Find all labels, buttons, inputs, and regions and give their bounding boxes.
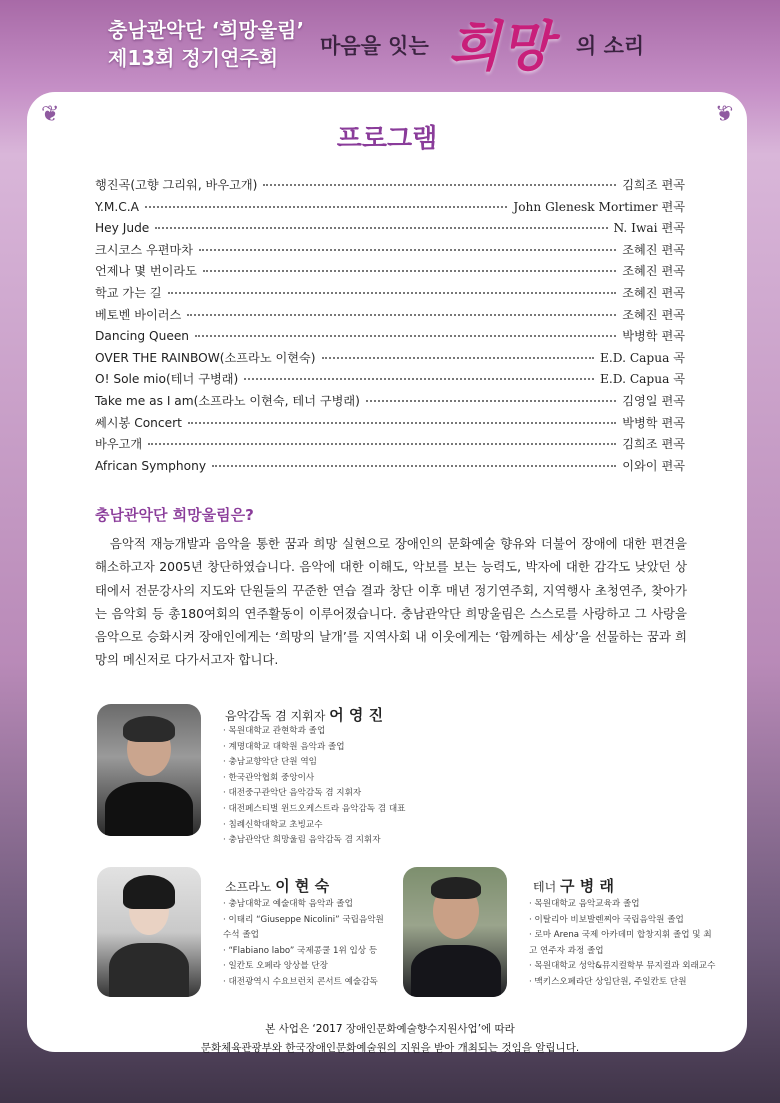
program-item-title: African Symphony (95, 458, 207, 473)
leader-dots (145, 206, 507, 208)
content-panel (27, 92, 747, 1052)
program-item-title: 학교 가는 길 (95, 285, 162, 300)
program-item (95, 349, 685, 371)
program-item-title: Take me as I am(소프라노 이현숙, 테너 구병래) (95, 393, 360, 408)
leader-dots (366, 400, 616, 402)
bio-item: · 충남관악단 희망울림 음악감독 겸 지휘자 (223, 833, 405, 849)
program-item-title: 행진곡(고향 그리워, 바우고개) (95, 178, 258, 192)
program-item-title: 베토벤 바이러스 (95, 307, 182, 322)
program-item-arranger: 김영일 편곡 (622, 393, 685, 408)
program-item-arranger: N. Iwai 편곡 (613, 221, 685, 236)
program-item-arranger: 조혜진 편곡 (622, 285, 685, 300)
bio-item: · 대전페스티벌 윈드오케스트라 음악감독 겸 대표 (223, 802, 405, 818)
tagline-highlight: 희망 (448, 14, 553, 78)
footer-line-2: 문화체육관광부와 한국장애인문화예술원의 지원을 받아 개최되는 것임을 알립니다. (200, 1042, 580, 1054)
program-item-arranger: John Glenesk Mortimer 편곡 (513, 199, 685, 214)
program-item (95, 306, 685, 328)
program-item-title: O! Sole mio(테너 구병래) (95, 372, 239, 387)
soprano-name: 소프라노 이 현 숙 (225, 877, 330, 895)
program-item (95, 284, 685, 306)
program-item-title: 바우고개 (95, 437, 143, 452)
program-item-title: Y.M.C.A (95, 199, 139, 214)
leader-dots (148, 443, 616, 445)
leader-dots (263, 184, 616, 186)
program-item (95, 392, 685, 414)
tenor-name: 테너 구 병 래 (533, 877, 614, 895)
program-item-title: Dancing Queen (95, 329, 190, 344)
bio-item: · 침례신학대학교 초빙교수 (223, 818, 405, 834)
program-item-arranger: 조혜진 편곡 (622, 264, 685, 279)
program-item-arranger: E.D. Capua 곡 (599, 372, 685, 387)
soprano-photo (97, 867, 201, 997)
bio-item: · 한국관악협회 중앙이사 (223, 771, 405, 787)
program-item (95, 414, 685, 436)
bio-item: · 계명대학교 대학원 음악과 졸업 (223, 740, 405, 756)
leader-dots (195, 335, 616, 337)
bio-item: · 맥키스오페라단 상임단원, 주일칸토 단원 (529, 975, 719, 991)
program-item-title: 언제나 몇 번이라도 (95, 264, 197, 279)
program-item-arranger: 박병학 편곡 (622, 415, 685, 430)
program-list (95, 176, 685, 478)
program-item-title: 쎄시봉 Concert (95, 415, 182, 430)
program-item-title: Hey Jude (95, 221, 150, 236)
intro-text: 음악적 재능개발과 음악을 통한 꿈과 희망 실현으로 장애인의 문화예술 향유와 더불어 장애에 대한 편견을 해소하고자 2005년 창단하였습니다. 음악에 대한 이해도, 악보를 보는 능력도, 박자에 대한 감각도 낮았던 상태에서 전문강사의 지도와 단원들의 꾸준한 연습 결과 창단 이후 매년 정기연주회, 지역행사 초청연주, 찾아가는 음악회 등 총180여회의 연주활동이 이루어졌습니다. 충남관악단 희망울림은 스스로를 사랑하고 그 사랑을 음악으로 승화시켜 장애인에게는 ‘희망의 날개’를 지역사회 내 이웃에게는 ‘함께하는 세상’을 선물하는 꿈과 희망의 메신저로 다가서고자 합니다. (95, 536, 687, 668)
program-item (95, 457, 685, 479)
bio-item: · 대전광역시 수요브런치 콘서트 예술감독 (223, 975, 393, 991)
program-item-title: 크시코스 우편마차 (95, 242, 194, 257)
leader-dots (244, 378, 594, 380)
program-item (95, 262, 685, 284)
program-item-title: OVER THE RAINBOW(소프라노 이현숙) (95, 350, 316, 365)
program-item (95, 198, 685, 220)
leader-dots (168, 292, 617, 294)
footer-line-1: 본 사업은 ‘2017 장애인문화예술향수지원사업’에 따라 (265, 1023, 515, 1035)
conductor-bio (223, 724, 405, 849)
program-item (95, 435, 685, 457)
footer-notice (0, 1020, 780, 1058)
tagline-tail: 의 소리 (576, 34, 645, 58)
bio-item: · 이탈리아 비보발렌찌아 국립음악원 졸업 (529, 913, 719, 929)
program-item (95, 176, 685, 198)
title-line-1: 충남관악단 ‘희망울림’ (108, 18, 305, 42)
soprano-bio (223, 897, 393, 991)
leader-dots (187, 314, 616, 316)
tenor-bio (529, 897, 719, 991)
conductor-photo (97, 704, 201, 836)
bio-item: · 목원대학교 음악교육과 졸업 (529, 897, 719, 913)
ornament-icon: ❦ (41, 102, 60, 127)
leader-dots (188, 422, 616, 424)
leader-dots (322, 357, 594, 359)
program-item-arranger: E.D. Capua 곡 (599, 350, 685, 365)
leader-dots (212, 465, 616, 467)
bio-item: · 일칸토 오페라 앙상블 단장 (223, 959, 393, 975)
program-item-arranger: 김희조 편곡 (622, 178, 685, 192)
program-item (95, 327, 685, 349)
bio-item: · 로마 Arena 국제 아카데미 합창지휘 졸업 및 최고 연주자 과정 졸업 (529, 928, 719, 959)
program-item-arranger: 김희조 편곡 (622, 437, 685, 452)
program-title: 프로그램 (336, 124, 438, 154)
bio-item: · “Flabiano labo” 국제콩쿨 1위 입상 등 (223, 944, 393, 960)
conductor-name: 음악감독 겸 지휘자 어 영 진 (225, 706, 384, 724)
program-item (95, 241, 685, 263)
intro-heading: 충남관악단 희망울림은? (95, 506, 254, 524)
header (0, 0, 780, 95)
bio-item: · 목원대학교 관현학과 졸업 (223, 724, 405, 740)
program-item-arranger: 박병학 편곡 (622, 329, 685, 344)
tagline: 마음을 잇는 (320, 34, 429, 58)
leader-dots (199, 249, 616, 251)
bio-item: · 목원대학교 성악&뮤지컬학부 뮤지컬과 외래교수 (529, 959, 719, 975)
program-item-arranger: 조혜진 편곡 (622, 242, 685, 257)
program-item-arranger: 이와이 편곡 (622, 458, 685, 473)
bio-item: · 이태리 “Giuseppe Nicolini” 국립음악원 수석 졸업 (223, 913, 393, 944)
concert-title (108, 16, 304, 72)
program-item (95, 370, 685, 392)
bio-item: · 대전중구관악단 음악감독 겸 지휘자 (223, 786, 405, 802)
bio-item: · 충남교향악단 단원 역임 (223, 755, 405, 771)
leader-dots (155, 227, 607, 229)
program-item (95, 219, 685, 241)
ornament-icon: ❦ (714, 102, 733, 127)
program-item-arranger: 조혜진 편곡 (622, 307, 685, 322)
leader-dots (203, 270, 616, 272)
title-line-2: 제13회 정기연주회 (108, 46, 279, 70)
bio-item: · 충남대학교 예술대학 음악과 졸업 (223, 897, 393, 913)
tenor-photo (403, 867, 507, 997)
